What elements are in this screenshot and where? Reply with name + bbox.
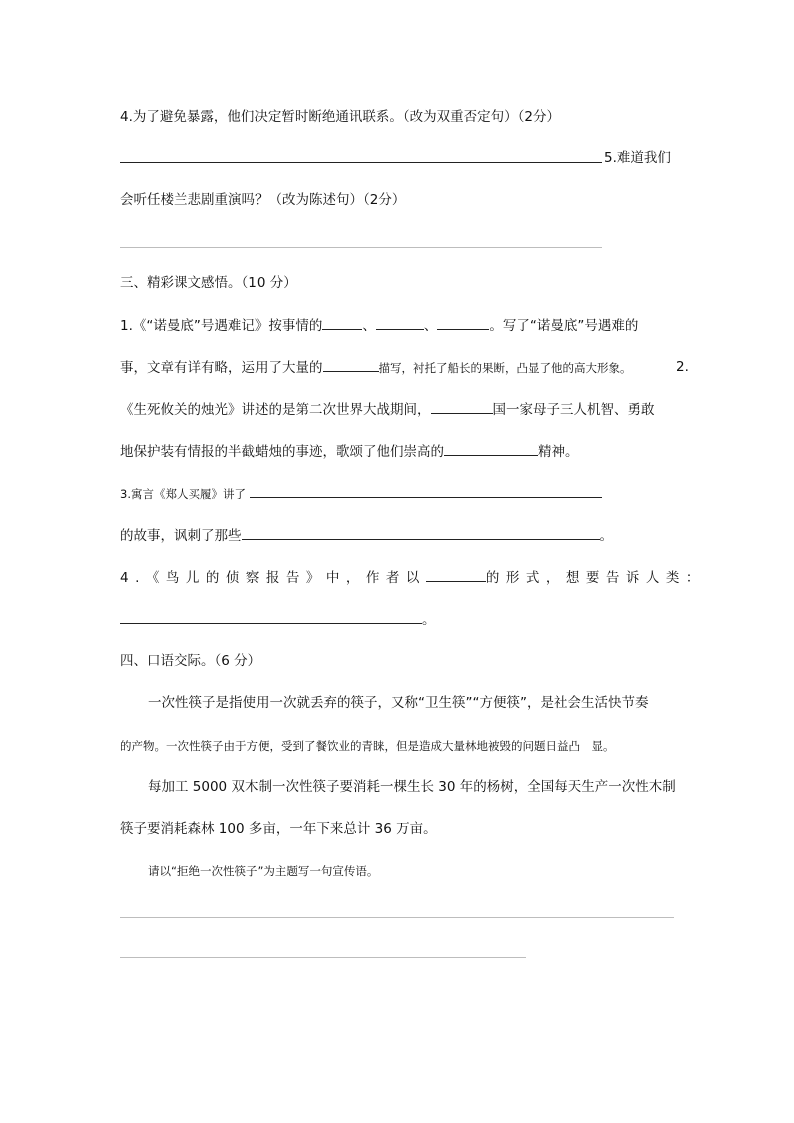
blank-order-1[interactable] [322,315,362,330]
answer-line-q4[interactable] [120,162,602,163]
sec3-q3-text-b: 的故事，讽刺了那些 [120,528,242,544]
sep: 、 [423,318,438,334]
sec3-q2-text-a: 《生死攸关的烛光》讲述的是第二次世界大战期间， [120,402,431,418]
sec4-prompt: 请以“拒绝一次性筷子”为主题写一句宣传语。 [148,864,379,878]
sec3-q4-end: 。 [422,612,436,628]
sec3-q1-line2 [120,357,632,378]
answer-line-slogan-2[interactable] [120,957,526,958]
sec3-q1-text-a: 1.《“诺曼底”号遇难记》按事情的 [120,318,323,334]
sec4-paragraph-2b: 筷子要消耗森林 100 多亩，一年下来总计 36 万亩。 [120,821,437,837]
blank-description[interactable] [323,357,379,372]
blank-form[interactable] [426,567,486,582]
question-4-rewrite: 4.为了避免暴露，他们决定暂时断绝通讯联系。（改为双重否定句）（2分） [120,109,560,125]
sec3-q2-text-b: 国一家母子三人机智、勇敢 [492,402,655,418]
blank-country[interactable] [431,399,493,414]
question-5-prefix: 5.难道我们 [604,150,671,166]
sec3-q2-number: 2. [676,359,689,375]
answer-line-q5[interactable] [120,247,602,248]
sec3-q3-text-a: 3.寓言《郑人买履》讲了 [120,487,246,501]
sec4-paragraph-1: 一次性筷子是指使用一次就丢弃的筷子，又称“卫生筷”“方便筷”，是社会生活快节奏 [148,695,649,711]
blank-story[interactable] [250,483,602,498]
sec4-paragraph-1b: 的产物。一次性筷子由于方便，受到了餐饮业的青睐，但是造成大量林地被毁的问题日益凸 显。 [120,739,615,753]
sec3-q2-text-c: 地保护装有情报的半截蜡烛的事迹，歌颂了他们崇高的 [120,444,444,460]
sec3-q1-text-c: 事，文章有详有略，运用了大量的 [120,360,323,376]
sec3-q1-text-d: 描写，衬托了船长的果断，凸显了他的高大形象。 [378,361,632,375]
answer-line-slogan-1[interactable] [120,917,674,918]
sec3-q4-text-a: 4.《鸟儿的侦察报告》中，作者以 [120,570,426,586]
section-3-title: 三、精彩课文感悟。（10 分） [120,275,297,291]
sec3-q1-text-b: 。写了“诺曼底”号遇难的 [489,318,639,334]
blank-satire[interactable] [242,525,600,540]
sec3-q3-end: 。 [599,528,613,544]
blank-message[interactable] [120,609,422,624]
sec3-q1-line1 [120,315,638,336]
sec3-q2-line2 [120,441,579,462]
blank-order-3[interactable] [437,315,489,330]
sec3-q3-line1 [120,483,602,504]
sec3-q4-text-b: 的形式，想要告诉人类： [485,570,706,586]
sec3-q4-line1 [120,567,706,588]
sec3-q2-line1 [120,399,655,420]
blank-spirit[interactable] [444,441,538,456]
sec3-q3-line2 [120,525,613,546]
sep: 、 [362,318,376,334]
sec4-paragraph-2: 每加工 5000 双木制一次性筷子要消耗一棵生长 30 年的杨树，全国每天生产一次性木制 [148,779,676,795]
sec3-q2-text-d: 精神。 [538,444,579,460]
sec3-q4-line2 [120,609,436,630]
blank-order-2[interactable] [376,315,424,330]
section-4-title: 四、口语交际。（6 分） [120,653,262,669]
question-5-rewrite: 会听任楼兰悲剧重演吗？（改为陈述句）（2分） [120,192,406,208]
